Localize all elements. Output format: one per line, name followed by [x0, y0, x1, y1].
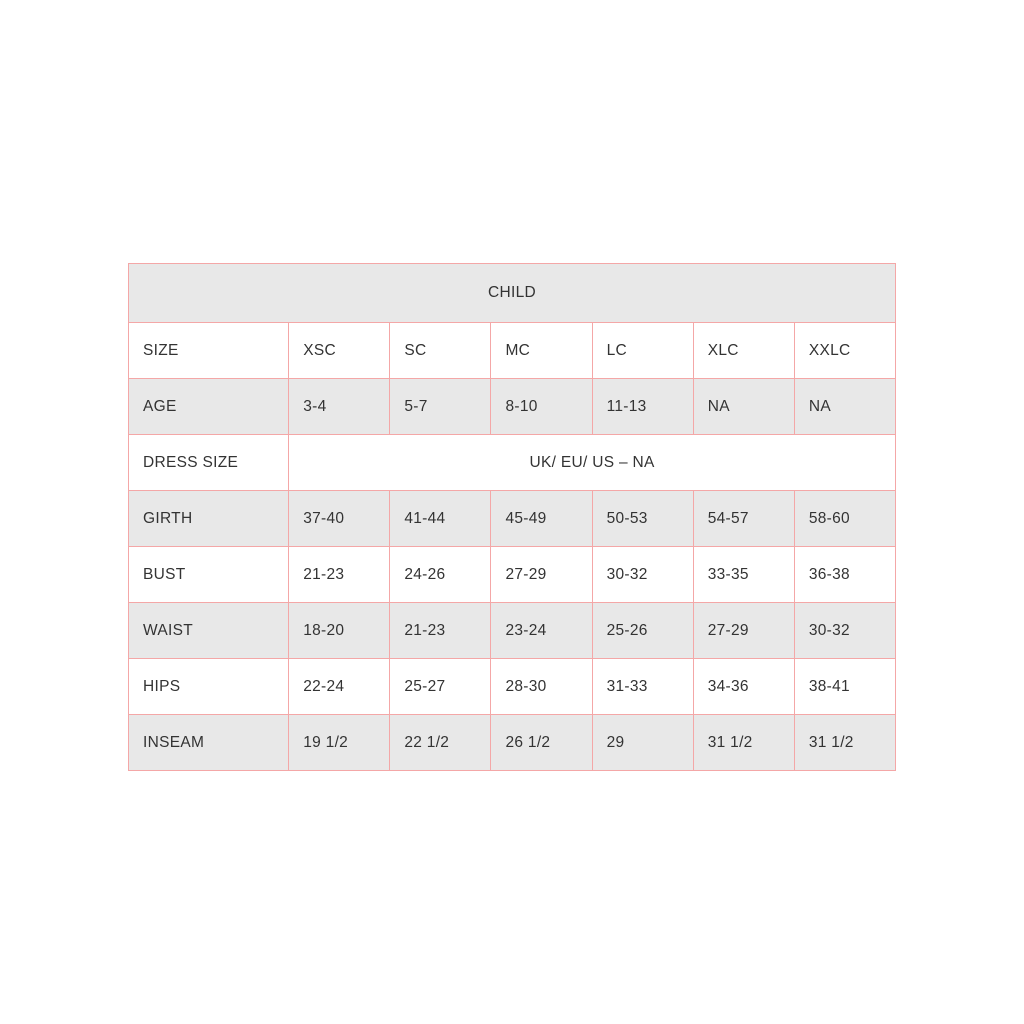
- size-chart-container: [128, 263, 896, 771]
- table-row: [129, 715, 896, 771]
- cell-size-sc: SC: [390, 323, 491, 379]
- cell-inseam-xlc: 31 1/2: [693, 715, 794, 771]
- cell-dress-size-merged: UK/ EU/ US – NA: [289, 435, 896, 491]
- cell-size-mc: MC: [491, 323, 592, 379]
- cell-age-lc: 11-13: [592, 379, 693, 435]
- cell-girth-xlc: 54-57: [693, 491, 794, 547]
- row-label-inseam: INSEAM: [129, 715, 289, 771]
- cell-inseam-xsc: 19 1/2: [289, 715, 390, 771]
- cell-bust-xlc: 33-35: [693, 547, 794, 603]
- row-label-age: AGE: [129, 379, 289, 435]
- size-chart-body: [129, 264, 896, 771]
- row-label-bust: BUST: [129, 547, 289, 603]
- cell-inseam-sc: 22 1/2: [390, 715, 491, 771]
- cell-girth-sc: 41-44: [390, 491, 491, 547]
- cell-size-xxlc: XXLC: [794, 323, 895, 379]
- cell-waist-xxlc: 30-32: [794, 603, 895, 659]
- cell-hips-lc: 31-33: [592, 659, 693, 715]
- cell-hips-xxlc: 38-41: [794, 659, 895, 715]
- table-row: [129, 603, 896, 659]
- cell-inseam-xxlc: 31 1/2: [794, 715, 895, 771]
- cell-bust-lc: 30-32: [592, 547, 693, 603]
- row-label-hips: HIPS: [129, 659, 289, 715]
- table-row: [129, 659, 896, 715]
- cell-age-xxlc: NA: [794, 379, 895, 435]
- cell-waist-mc: 23-24: [491, 603, 592, 659]
- cell-age-sc: 5-7: [390, 379, 491, 435]
- size-chart-table: [128, 263, 896, 771]
- cell-hips-xlc: 34-36: [693, 659, 794, 715]
- chart-title: CHILD: [129, 264, 896, 323]
- row-label-dress-size: DRESS SIZE: [129, 435, 289, 491]
- cell-bust-sc: 24-26: [390, 547, 491, 603]
- cell-waist-xlc: 27-29: [693, 603, 794, 659]
- cell-age-xlc: NA: [693, 379, 794, 435]
- cell-size-xsc: XSC: [289, 323, 390, 379]
- cell-waist-sc: 21-23: [390, 603, 491, 659]
- cell-waist-xsc: 18-20: [289, 603, 390, 659]
- table-row: [129, 323, 896, 379]
- cell-bust-xxlc: 36-38: [794, 547, 895, 603]
- cell-bust-xsc: 21-23: [289, 547, 390, 603]
- table-title-row: [129, 264, 896, 323]
- cell-bust-mc: 27-29: [491, 547, 592, 603]
- cell-size-lc: LC: [592, 323, 693, 379]
- table-row: [129, 491, 896, 547]
- cell-age-mc: 8-10: [491, 379, 592, 435]
- row-label-size: SIZE: [129, 323, 289, 379]
- cell-girth-lc: 50-53: [592, 491, 693, 547]
- table-row: [129, 547, 896, 603]
- cell-inseam-mc: 26 1/2: [491, 715, 592, 771]
- table-row: [129, 435, 896, 491]
- cell-size-xlc: XLC: [693, 323, 794, 379]
- cell-hips-xsc: 22-24: [289, 659, 390, 715]
- row-label-girth: GIRTH: [129, 491, 289, 547]
- cell-age-xsc: 3-4: [289, 379, 390, 435]
- cell-girth-xsc: 37-40: [289, 491, 390, 547]
- row-label-waist: WAIST: [129, 603, 289, 659]
- cell-hips-mc: 28-30: [491, 659, 592, 715]
- table-row: [129, 379, 896, 435]
- cell-waist-lc: 25-26: [592, 603, 693, 659]
- cell-girth-mc: 45-49: [491, 491, 592, 547]
- cell-inseam-lc: 29: [592, 715, 693, 771]
- cell-hips-sc: 25-27: [390, 659, 491, 715]
- cell-girth-xxlc: 58-60: [794, 491, 895, 547]
